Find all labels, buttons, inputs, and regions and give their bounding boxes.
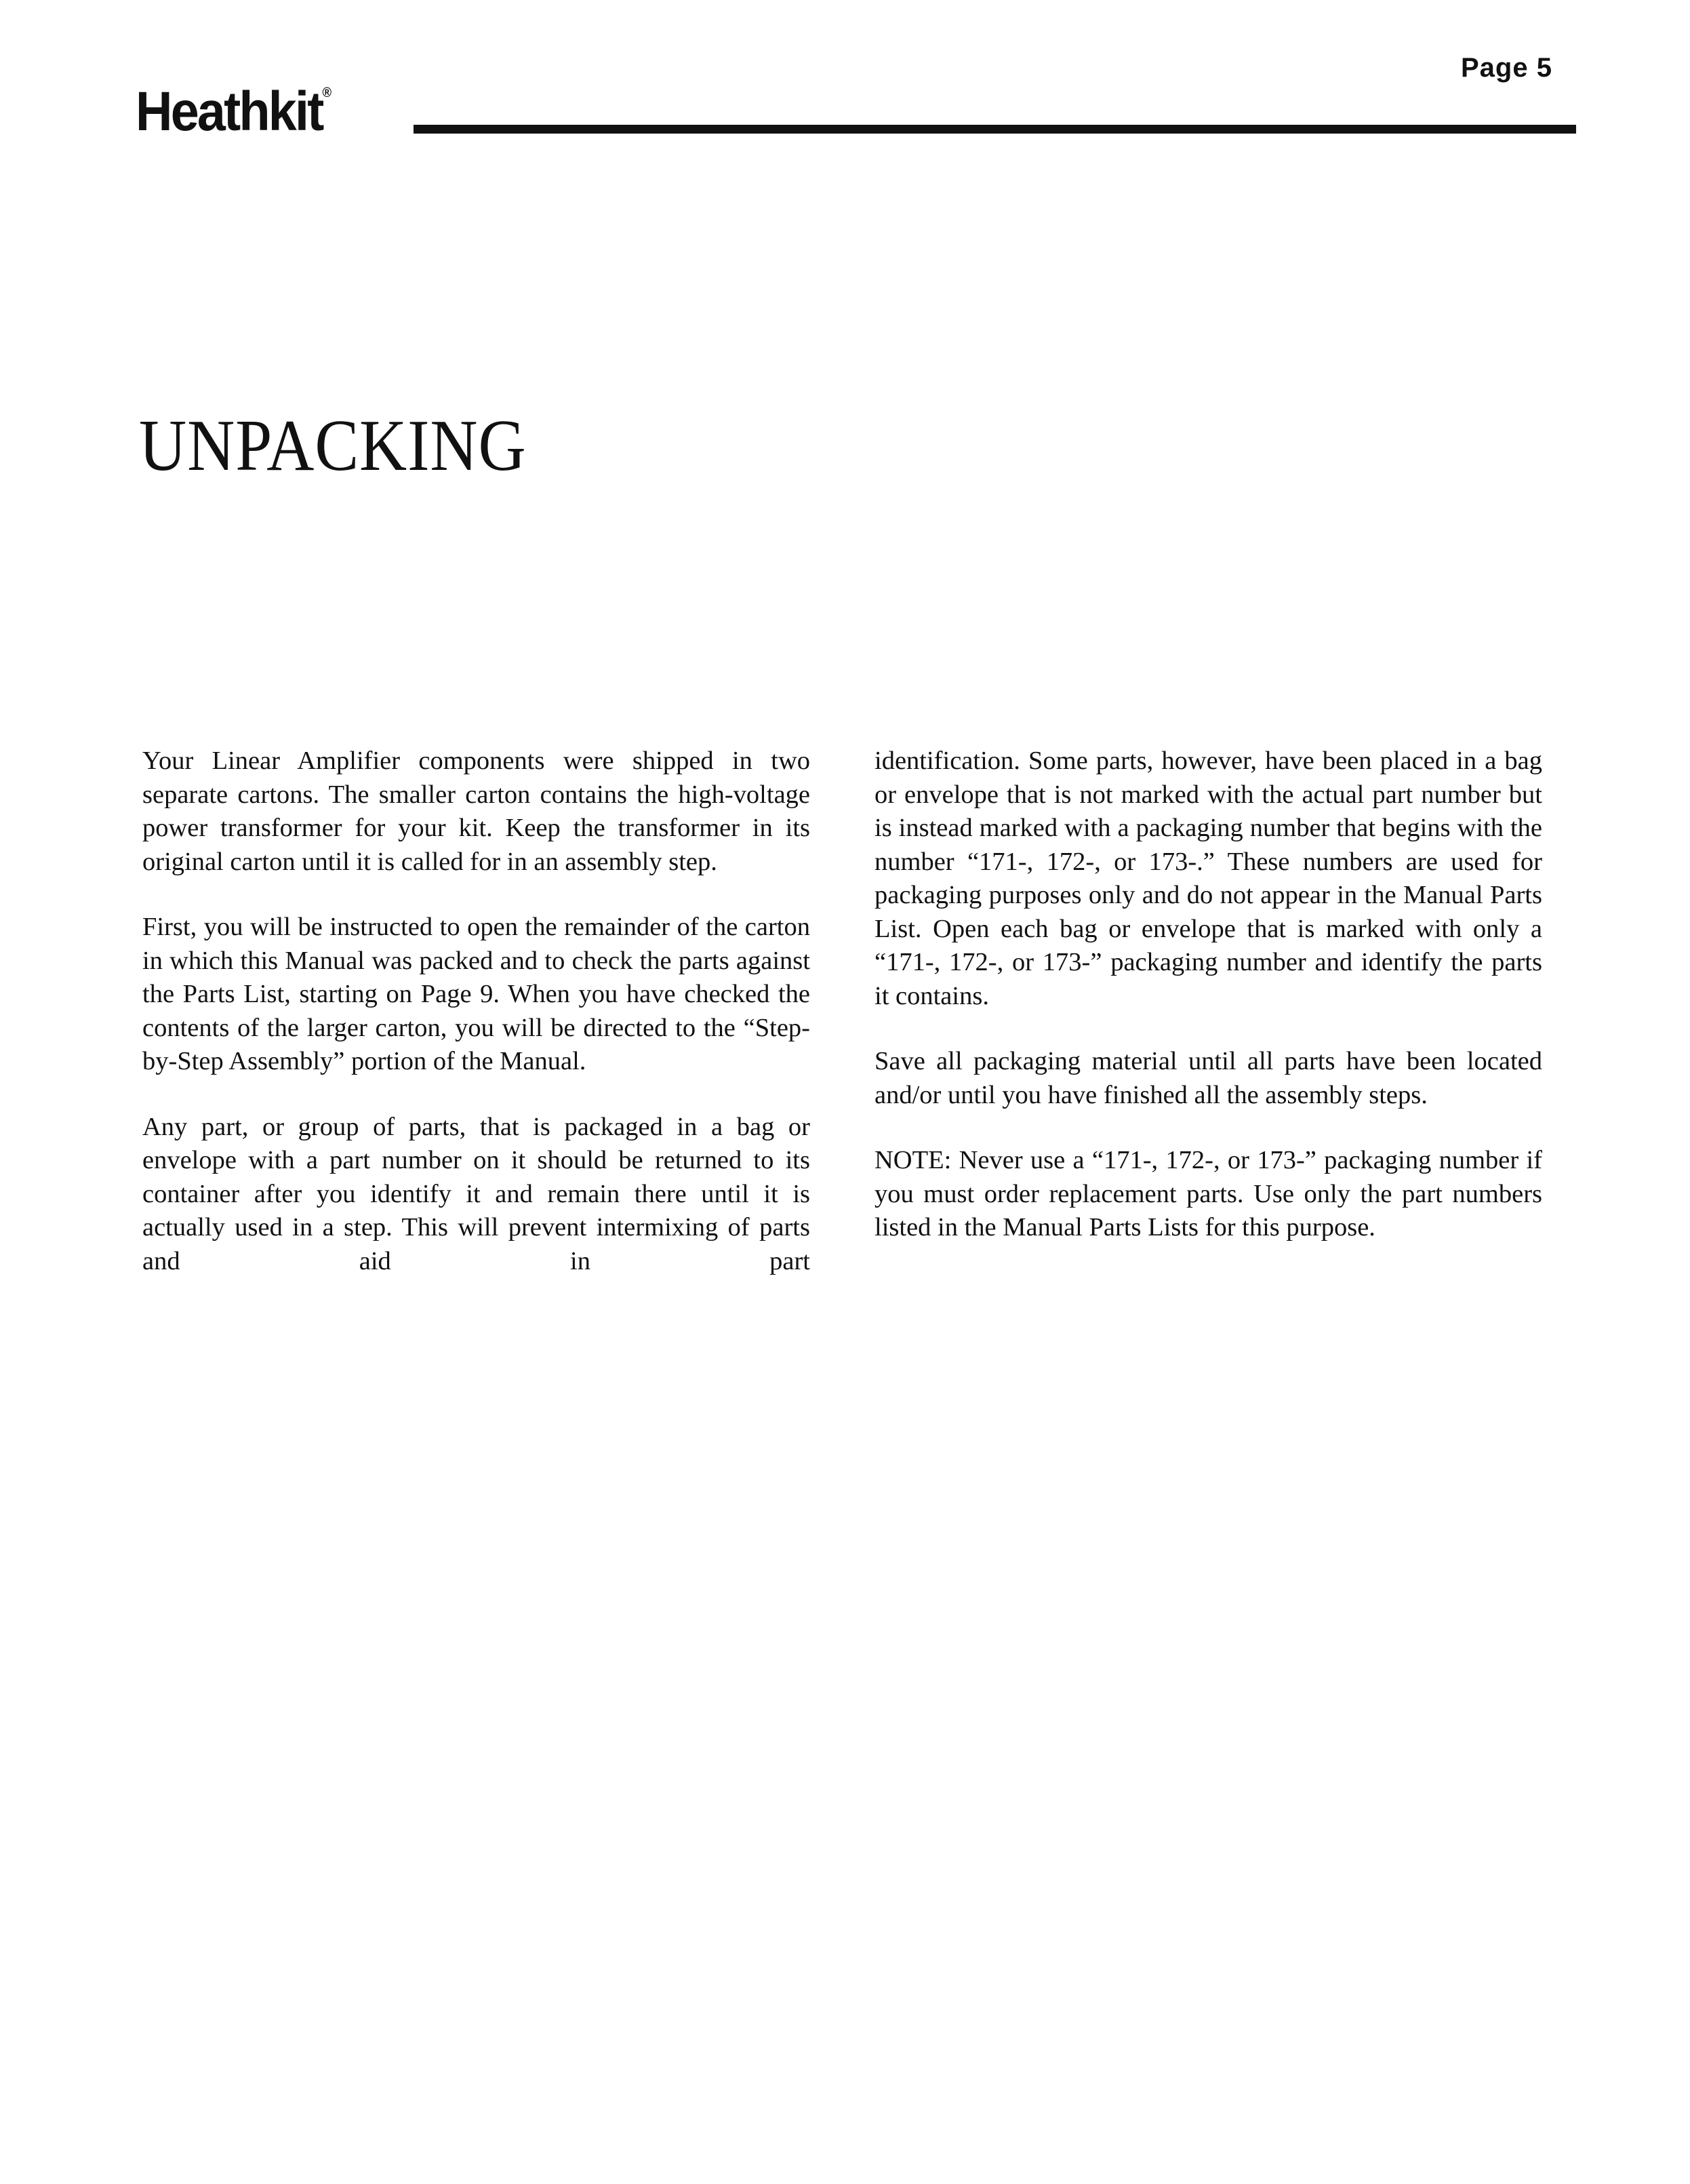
heathkit-logo bbox=[136, 80, 331, 144]
paragraph: NOTE: Never use a “171-, 172-, or 173-” packaging number if you must order replacement parts. Use only the part numbers listed in the Manual Parts Lists for this purpose. bbox=[874, 1146, 1542, 1242]
paragraph: Any part, or group of parts, that is packaged in a bag or envelope with a part number on it should be returned to its container after you identify it and remain there until it is actually used in a step. This will prevent intermixing of parts and aid in part bbox=[142, 1112, 810, 1275]
paragraph: identification. Some parts, however, have been placed in a bag or envelope that is not marked with the actual part number but is instead marked with a packaging number that begins with the number “171-, 172-, or 173-.” These numbers are used for packaging purposes only and do not appear in the Manual Parts List. Open each bag or envelope that is marked with only a “171-, 172-, or 173-” packaging number and identify the parts it contains. bbox=[874, 747, 1542, 1010]
right-column bbox=[874, 744, 1542, 1277]
paragraph: First, you will be instructed to open the remainder of the carton in which this Manual was packed and to check the parts against the Parts List, starting on Page 9. When you have checked the contents of the larger carton, you will be directed to the “Step-by-Step Assembly” portion of the Manual. bbox=[142, 913, 810, 1075]
paragraph: Save all packaging material until all parts have been located and/or until you have finished all the assembly steps. bbox=[874, 1047, 1542, 1109]
logo-text: Heathkit bbox=[136, 81, 323, 142]
paragraph: Your Linear Amplifier components were shipped in two separate cartons. The smaller carton contains the high-voltage power transformer for your kit. Keep the transformer in its original carton until it is called for in an assembly step. bbox=[142, 747, 810, 876]
registered-mark: ® bbox=[322, 85, 332, 100]
header-rule bbox=[414, 125, 1576, 134]
page-number: Page 5 bbox=[1461, 53, 1552, 83]
left-column bbox=[142, 744, 810, 1310]
page-title: UNPACKING bbox=[139, 405, 527, 486]
